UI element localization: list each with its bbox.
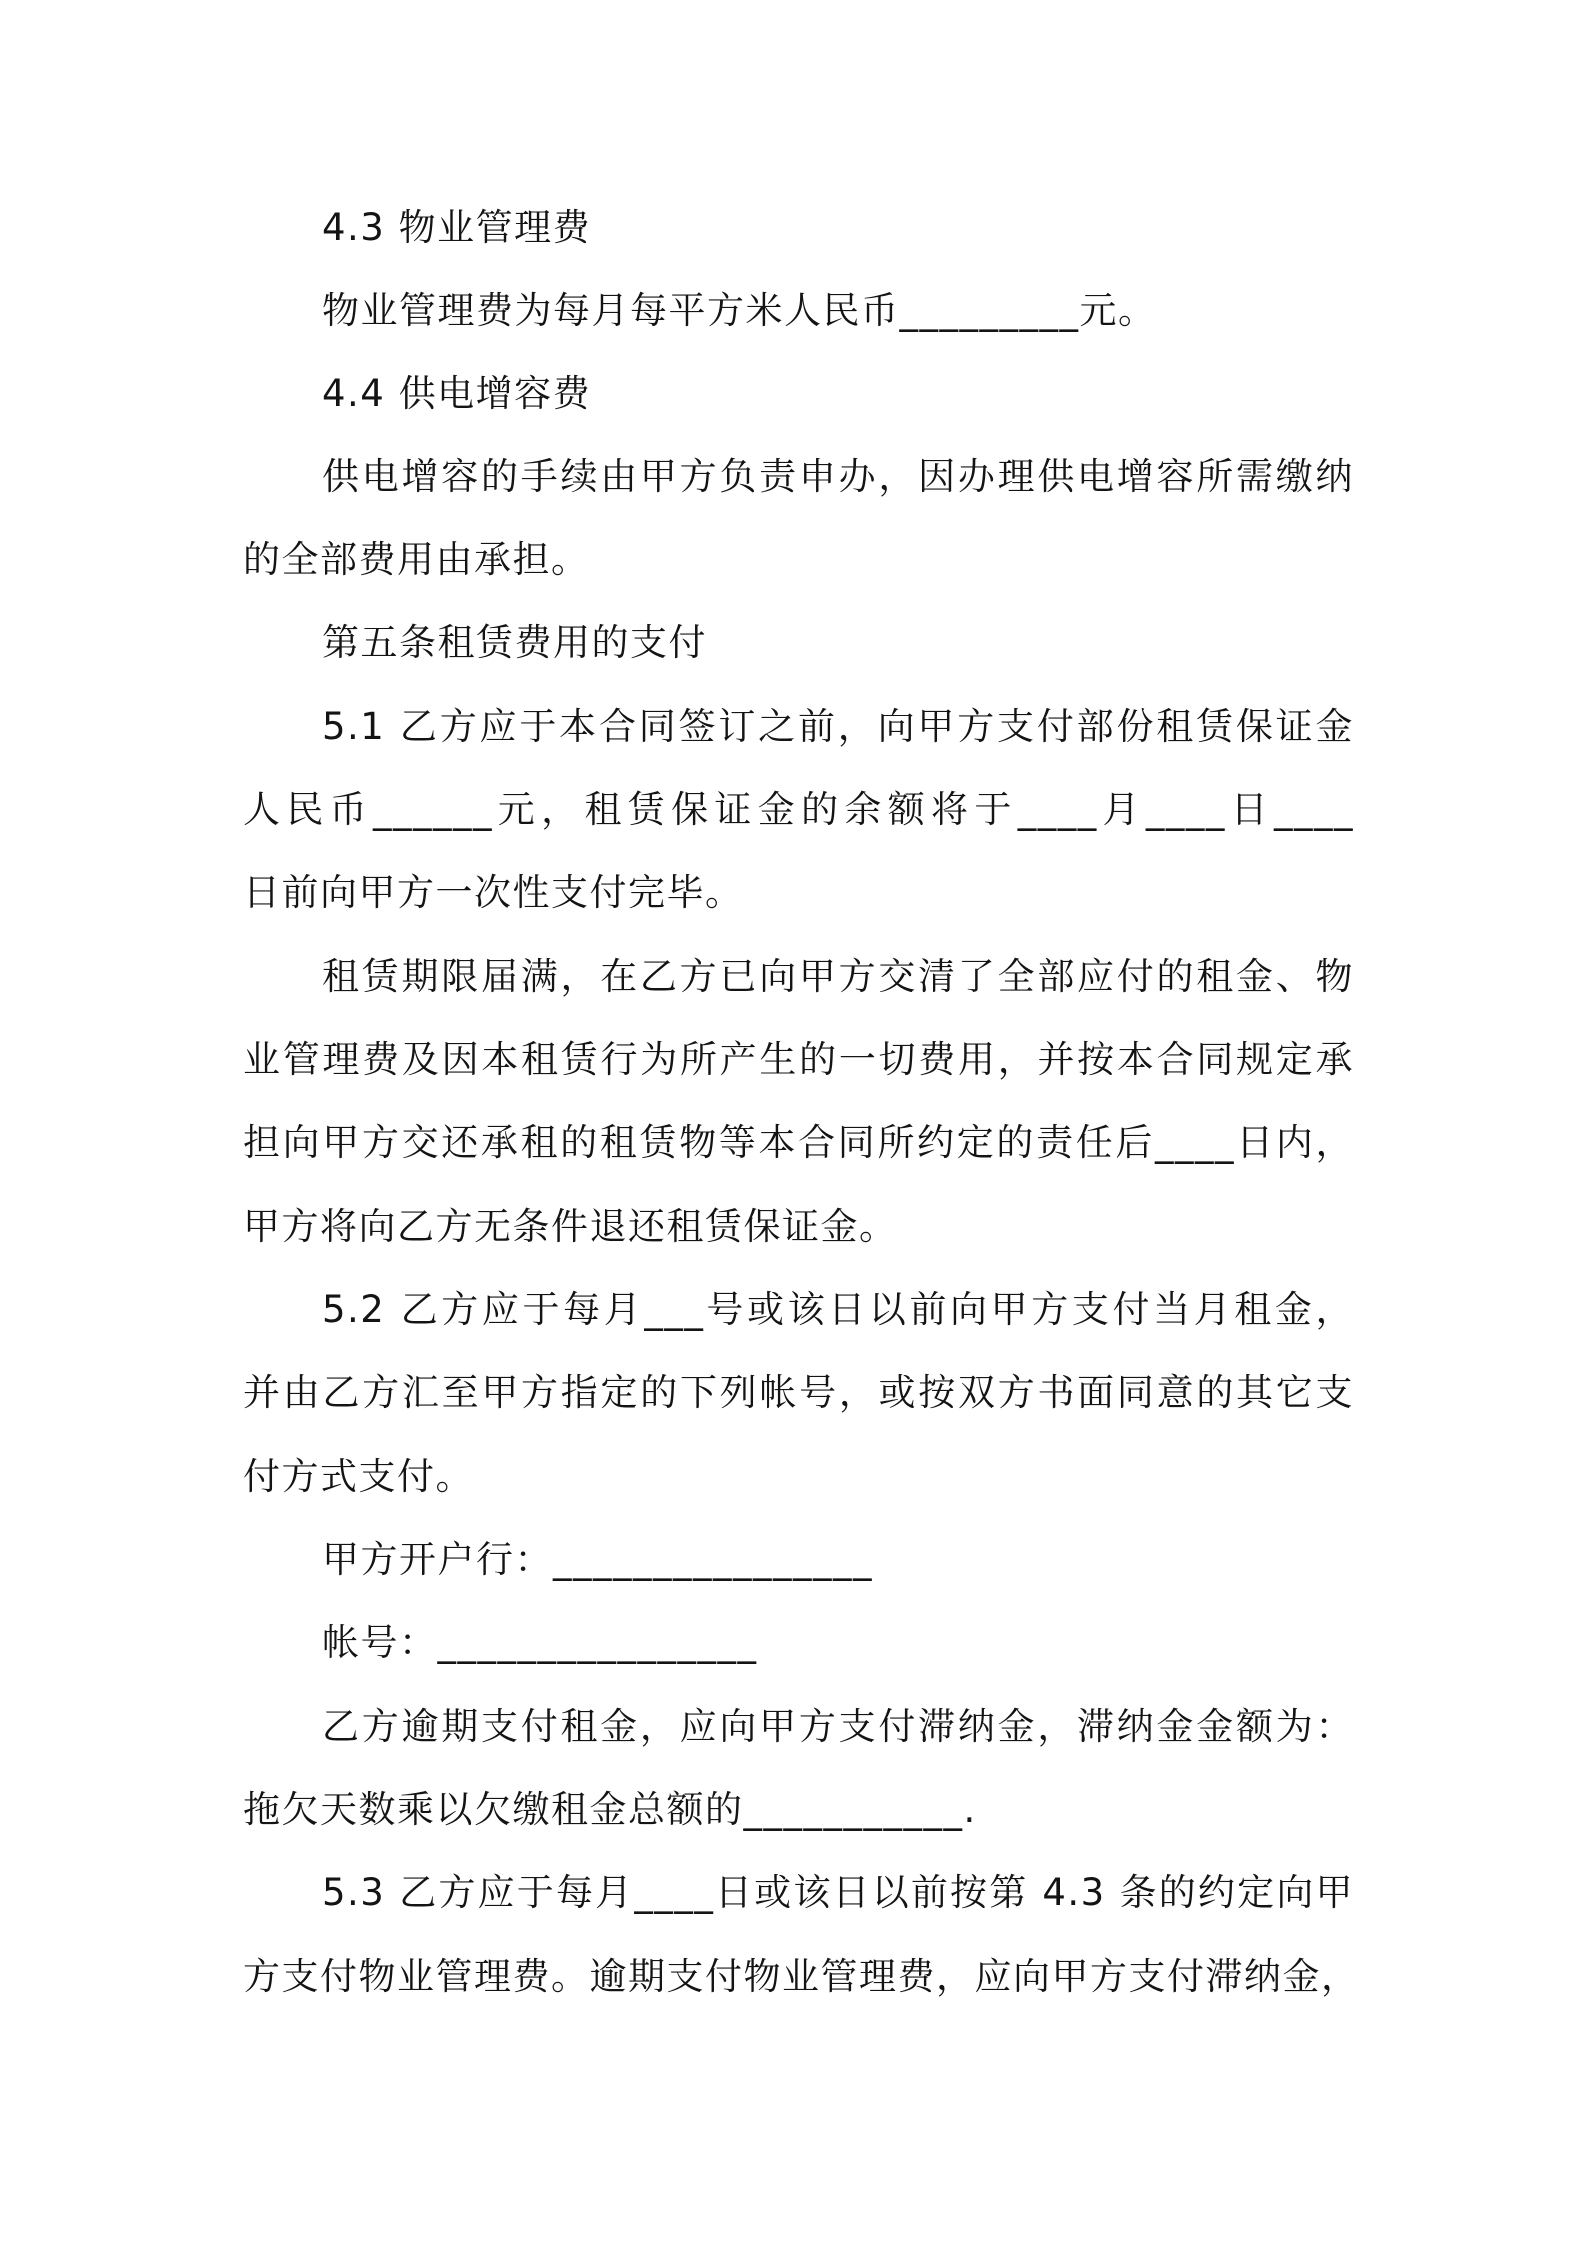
section-heading-4-3: 4.3 物业管理费 [322, 206, 592, 249]
account-number-field: 帐号：________________ [322, 1621, 758, 1664]
section-heading-4-4: 4.4 供电增容费 [322, 372, 592, 415]
paragraph-line: 业管理费及因本租赁行为所产生的一切费用，并按本合同规定承 [243, 1038, 1354, 1081]
paragraph-line: 5.1 乙方应于本合同签订之前，向甲方支付部份租赁保证金 [322, 705, 1354, 748]
paragraph-line: 方支付物业管理费。逾期支付物业管理费，应向甲方支付滞纳金， [243, 1955, 1360, 1998]
paragraph-line: 乙方逾期支付租金，应向甲方支付滞纳金，滞纳金金额为： [322, 1705, 1354, 1748]
paragraph-line: 5.3 乙方应于每月____日或该日以前按第 4.3 条的约定向甲 [322, 1871, 1354, 1914]
paragraph-line: 日前向甲方一次性支付完毕。 [243, 871, 744, 914]
paragraph-line: 租赁期限届满，在乙方已向甲方交清了全部应付的租金、物 [322, 955, 1354, 998]
paragraph-line: 并由乙方汇至甲方指定的下列帐号，或按双方书面同意的其它支 [243, 1371, 1354, 1414]
paragraph-line: 拖欠天数乘以欠缴租金总额的___________. [243, 1788, 977, 1831]
paragraph-line: 的全部费用由承担。 [243, 538, 590, 581]
paragraph-line: 5.2 乙方应于每月___号或该日以前向甲方支付当月租金， [322, 1288, 1354, 1331]
paragraph-line: 担向甲方交还承租的租赁物等本合同所约定的责任后____日内， [243, 1121, 1354, 1164]
paragraph-line: 人民币______元，租赁保证金的余额将于____月____日____ [243, 788, 1354, 831]
paragraph-line: 付方式支付。 [243, 1455, 474, 1498]
paragraph-line: 甲方将向乙方无条件退还租赁保证金。 [243, 1205, 898, 1248]
paragraph-line: 物业管理费为每月每平方米人民币_________元。 [322, 289, 1157, 332]
bank-name-field: 甲方开户行：________________ [322, 1538, 873, 1581]
paragraph-line: 供电增容的手续由甲方负责申办，因办理供电增容所需缴纳 [322, 455, 1354, 498]
article-heading-5: 第五条租赁费用的支付 [322, 621, 707, 664]
